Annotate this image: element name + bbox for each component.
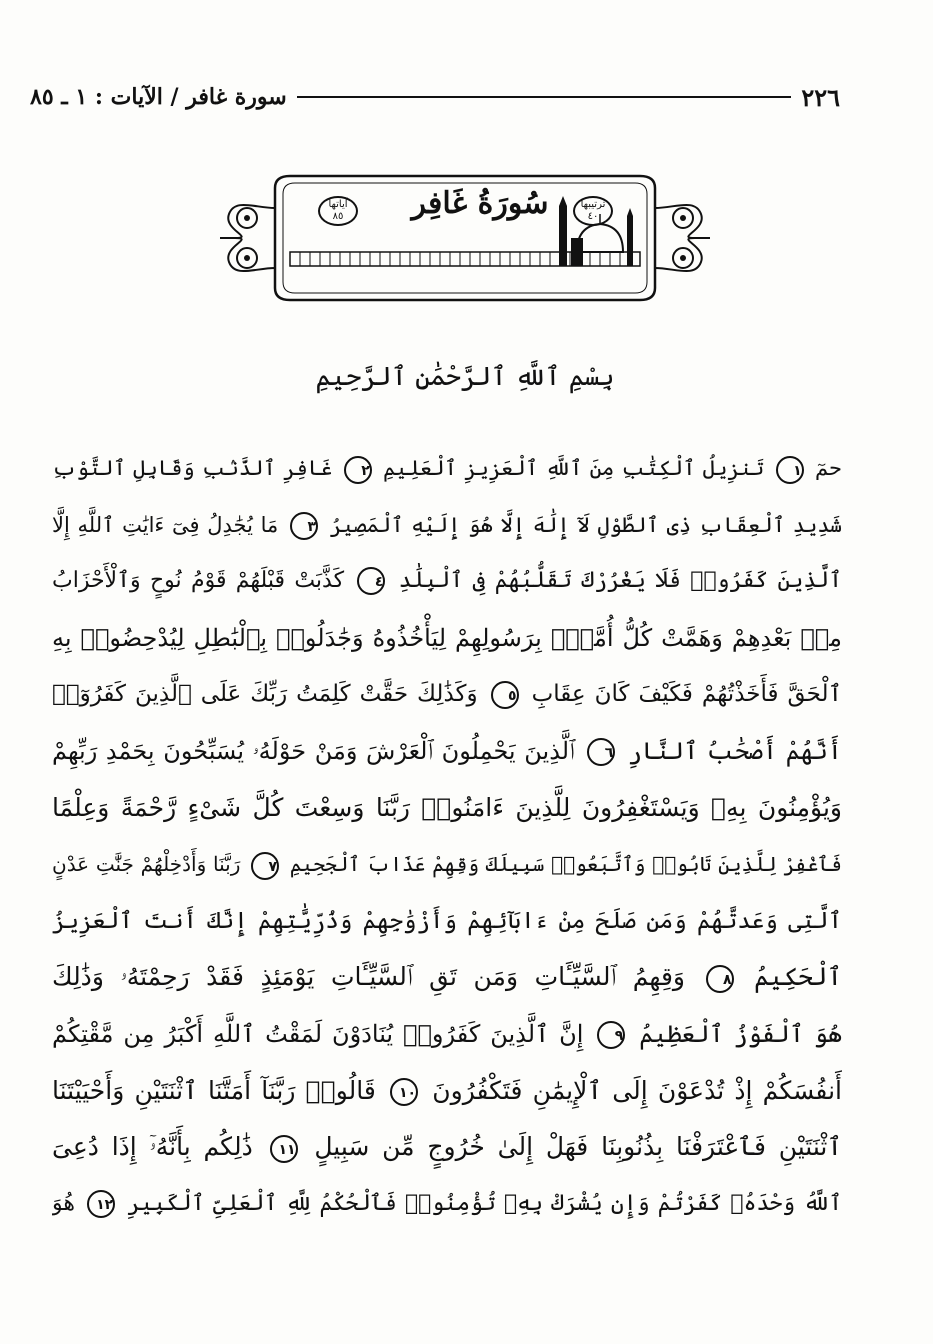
verse-text: هُوَ bbox=[52, 1190, 75, 1216]
verse-text: تَنزِيلُ ٱلْكِتَٰبِ مِنَ ٱللَّهِ ٱلْعَزِيزِ ٱلْعَلِيمِ bbox=[383, 456, 765, 480]
verse-line bbox=[52, 1006, 842, 1063]
verse-text: قَالُوا۟ رَبَّنَآ أَمَتَّنَا ٱثْنَتَيْنِ وَأَحْيَيْتَنَا bbox=[52, 1075, 376, 1105]
verse-text: وَقِهِمُ ٱلسَّيِّـَٔاتِ وَمَن تَقِ ٱلسَّيِّـَٔاتِ يَوْمَئِذٍ فَقَدْ رَحِمْتَهُۥ وَذَٰلِكَ bbox=[52, 962, 685, 992]
verse-text: رَبَّنَا وَأَدْخِلْهُمْ جَنَّٰتِ عَدْنٍ bbox=[52, 852, 241, 877]
verse-text: حمٓ bbox=[815, 456, 842, 480]
verse-text: كَذَّبَتْ قَبْلَهُمْ قَوْمُ نُوحٍ وَٱلْأَحْزَابُ bbox=[52, 568, 345, 594]
page-header bbox=[30, 80, 840, 114]
surah-order-badge: ترتيبها ٤٠ bbox=[573, 196, 613, 226]
verse-text: ٱللَّهُ وَحْدَهُۥ كَفَرْتُمْ وَإِن يُشْرَكْ بِهِۦ تُؤْمِنُوا۟ فَٱلْحُكْمُ لِلَّهِ ٱلْعَلِىِّ ٱلْكَبِيرِ bbox=[127, 1190, 842, 1216]
verse-text: ٱلْحَقَّ فَأَخَذْتُهُمْ فَكَيْفَ كَانَ عِقَابِ bbox=[531, 681, 842, 708]
verse-text: ٱلَّذِينَ كَفَرُوا۟ فَلَا يَغْرُرْكَ تَقَلُّبُهُمْ فِى ٱلْبِلَٰدِ bbox=[398, 568, 842, 594]
verse-text: ٱلَّذِينَ يَحْمِلُونَ ٱلْعَرْشَ وَمَنْ حَوْلَهُۥ يُسَبِّحُونَ بِحَمْدِ رَبِّهِمْ bbox=[52, 736, 575, 765]
verse-text: ذَٰلِكُم بِأَنَّهُۥٓ إِذَا دُعِىَ bbox=[52, 1132, 253, 1162]
surah-title: سُورَةُ غَافِر bbox=[411, 186, 549, 221]
basmala: بِسْمِ ٱللَّهِ ٱلرَّحْمَٰنِ ٱلرَّحِيمِ bbox=[315, 362, 615, 392]
verse-text: مَا يُجَٰدِلُ فِىٓ ءَايَٰتِ ٱللَّهِ إِلَّا bbox=[52, 512, 279, 537]
ayah-number-marker: ١١ bbox=[270, 1135, 298, 1163]
ayah-number-marker: ٧ bbox=[251, 852, 279, 880]
ayah-number-marker: ٥ bbox=[491, 681, 519, 709]
verse-line bbox=[52, 893, 842, 950]
verse-text: ٱثْنَتَيْنِ فَٱعْتَرَفْنَا بِذُنُوبِنَا فَهَلْ إِلَىٰ خُرُوجٍ مِّن سَبِيلٍ bbox=[314, 1132, 842, 1162]
header-rule bbox=[297, 96, 792, 98]
verse-text: هُوَ ٱلْفَوْزُ ٱلْعَظِيمُ bbox=[639, 1019, 842, 1048]
ayah-number-marker: ٣ bbox=[290, 512, 318, 540]
verse-line bbox=[52, 1063, 842, 1120]
ayah-number-marker: ٦ bbox=[587, 738, 615, 766]
verse-line bbox=[52, 1176, 842, 1233]
verse-line bbox=[52, 440, 842, 497]
verse-line bbox=[52, 497, 842, 554]
ayah-number-marker: ١٠ bbox=[390, 1078, 418, 1106]
ayah-number-marker: ٢ bbox=[344, 456, 372, 484]
verse-text: ٱلْحَكِيمُ bbox=[754, 962, 842, 992]
ayah-number-marker: ٤ bbox=[357, 567, 385, 595]
ayah-number-marker: ٩ bbox=[597, 1021, 625, 1049]
verse-line bbox=[52, 723, 842, 780]
verse-text: وَكَذَٰلِكَ حَقَّتْ كَلِمَتُ رَبِّكَ عَلَى ٱلَّذِينَ كَفَرُوٓا۟ bbox=[52, 681, 478, 708]
verse-text: أَنفُسَكُمْ إِذْ تُدْعَوْنَ إِلَى ٱلْإِيمَٰنِ فَتَكْفُرُونَ bbox=[432, 1075, 842, 1105]
verse-line bbox=[52, 666, 842, 723]
ayah-number-marker: ٨ bbox=[706, 965, 734, 993]
verse-text: ٱلَّتِى وَعَدتَّهُمْ وَمَن صَلَحَ مِنْ ءَابَآئِهِمْ وَأَزْوَٰجِهِمْ وَذُرِّيَّٰتِهِمْ إِنَّكَ أَنتَ ٱلْعَزِيزُ bbox=[52, 907, 842, 934]
verse-text: وَيُؤْمِنُونَ بِهِۦ وَيَسْتَغْفِرُونَ لِلَّذِينَ ءَامَنُوا۟ رَبَّنَا وَسِعْتَ كُلَّ شَىْءٍ رَّحْمَةً وَعِلْمًا bbox=[52, 792, 842, 822]
verse-text: إِنَّ ٱلَّذِينَ كَفَرُوا۟ يُنَادَوْنَ لَمَقْتُ ٱللَّهِ أَكْبَرُ مِن مَّقْتِكُمْ bbox=[52, 1019, 584, 1048]
surah-banner bbox=[215, 168, 715, 308]
ayah-number-marker: ١ bbox=[776, 456, 804, 484]
verse-text: مِنۢ بَعْدِهِمْ وَهَمَّتْ كُلُّ أُمَّةٍۭ بِرَسُولِهِمْ لِيَأْخُذُوهُ وَجَٰدَلُوا۟ بِٱلْبَٰطِلِ لِيُدْحِضُوا۟ بِهِ bbox=[52, 623, 842, 652]
verse-line bbox=[52, 949, 842, 1006]
verse-text: شَدِيدِ ٱلْعِقَابِ ذِى ٱلطَّوْلِ لَآ إِلَٰهَ إِلَّا هُوَ إِلَيْهِ ٱلْمَصِيرُ bbox=[329, 512, 842, 537]
verse-line bbox=[52, 836, 842, 893]
ayah-number-marker: ١٢ bbox=[87, 1190, 115, 1218]
surah-info: سورة غافر / الآيات : ١ ـ ٨٥ bbox=[30, 84, 287, 110]
verse-line bbox=[52, 1119, 842, 1176]
verse-line bbox=[52, 780, 842, 837]
verse-line bbox=[52, 610, 842, 667]
verse-text: غَافِرِ ٱلذَّنۢبِ وَقَابِلِ ٱلتَّوْبِ bbox=[52, 456, 333, 480]
verse-text: أَنَّهُمْ أَصْحَٰبُ ٱلنَّارِ bbox=[627, 736, 842, 765]
verse-text: فَٱغْفِرْ لِلَّذِينَ تَابُوا۟ وَٱتَّبَعُوا۟ سَبِيلَكَ وَقِهِمْ عَذَابَ ٱلْجَحِيمِ bbox=[289, 852, 842, 877]
verse-line bbox=[52, 553, 842, 610]
verse-count-badge: آياتها ٨٥ bbox=[318, 196, 358, 226]
verse-text-block bbox=[52, 440, 842, 1232]
page-number: ٢٢٦ bbox=[801, 82, 840, 112]
